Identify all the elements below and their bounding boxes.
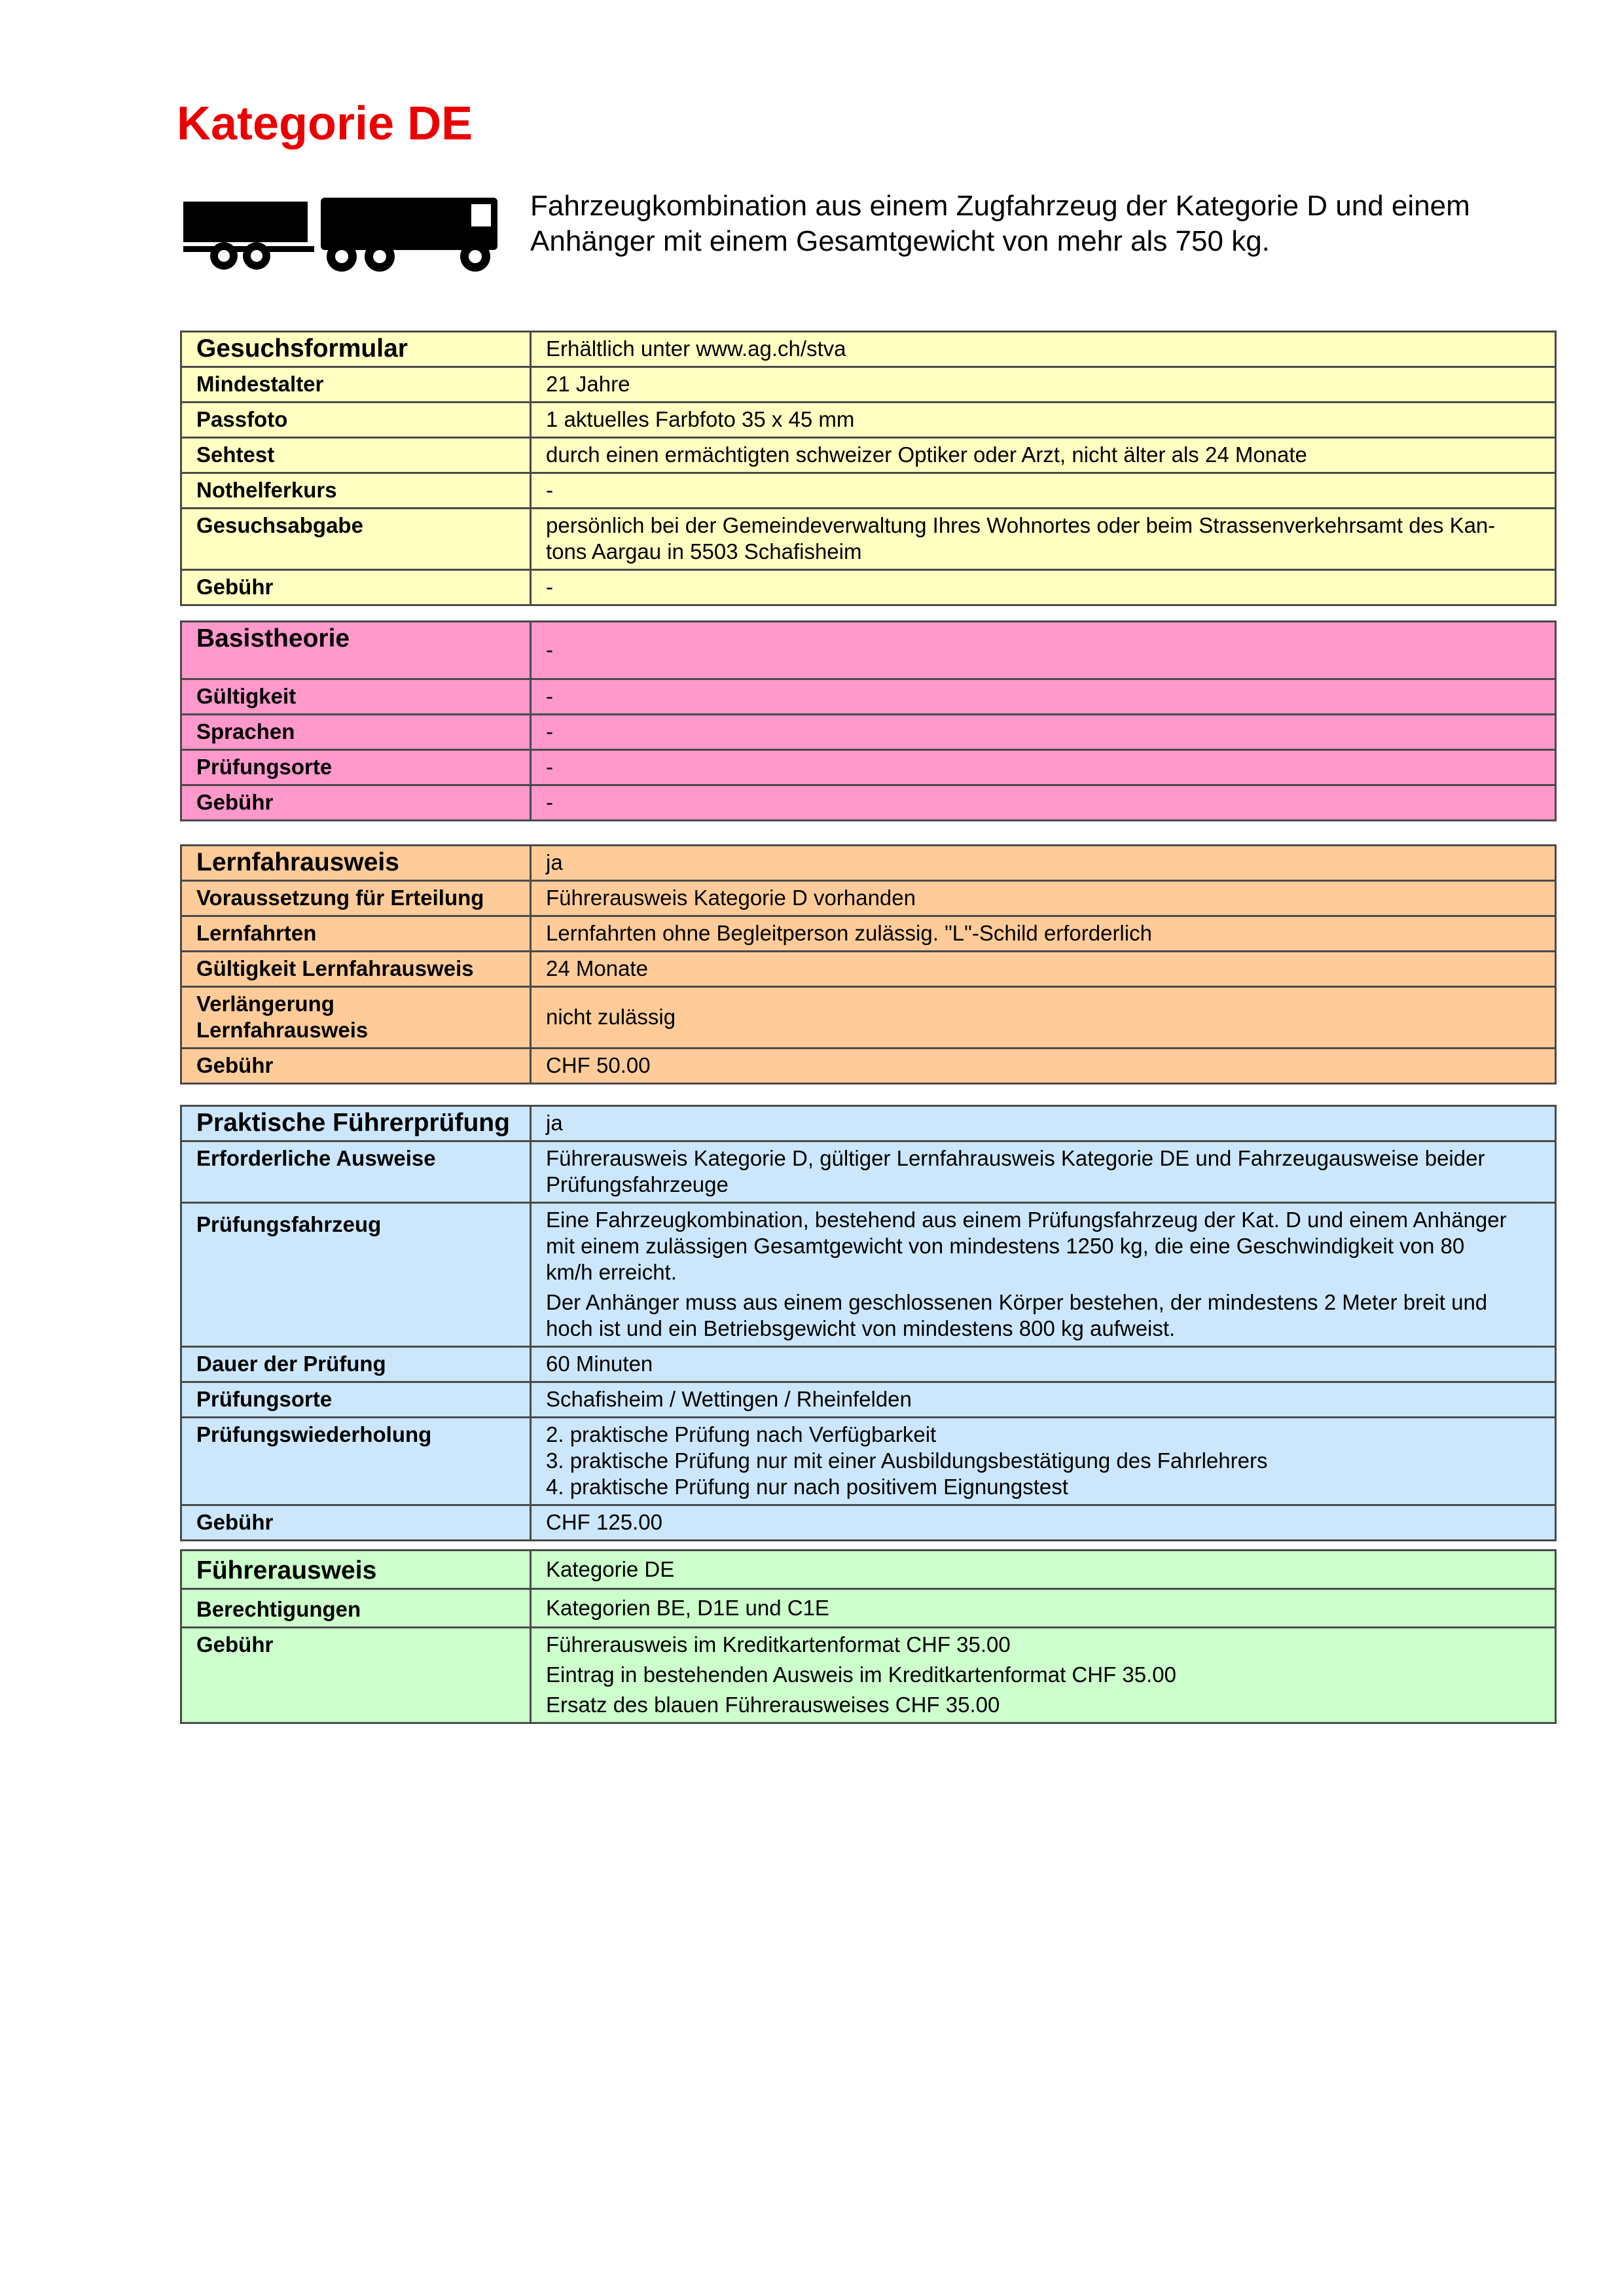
row-value: -	[531, 785, 1556, 821]
row-value: Erhältlich unter www.ag.ch/stva	[531, 332, 1556, 367]
table-row	[181, 785, 1556, 821]
row-label: Gebühr	[181, 1049, 531, 1084]
value-line: Führerausweis im Kreditkartenformat CHF 35.00	[546, 1632, 1011, 1657]
bus-with-trailer-icon	[183, 196, 504, 275]
row-value: Schafisheim / Wettingen / Rheinfelden	[531, 1382, 1556, 1418]
row-value: -	[531, 570, 1556, 605]
table-row	[181, 1628, 1556, 1723]
value-line: 2. praktische Prüfung nach Verfügbarkeit	[546, 1422, 937, 1446]
value-line: hoch ist und ein Betriebsgewicht von mindestens 800 kg aufweist.	[546, 1316, 1176, 1340]
row-value: CHF 125.00	[531, 1505, 1556, 1541]
row-label: Basistheorie	[181, 622, 531, 679]
row-value: -	[531, 679, 1556, 715]
row-value: CHF 50.00	[531, 1049, 1556, 1084]
value-line: Führerausweis Kategorie D, gültiger Lernfahrausweis Kategorie DE und Fahrzeugausweise beider	[546, 1146, 1485, 1170]
table-row	[181, 1382, 1556, 1418]
table-row	[181, 438, 1556, 473]
row-value	[531, 1418, 1556, 1505]
practical-test-table	[180, 1105, 1557, 1541]
row-label: Erforderliche Ausweise	[181, 1141, 531, 1203]
table-row	[181, 1203, 1556, 1347]
row-label: Lernfahrten	[181, 916, 531, 952]
value-line: 4. praktische Prüfung nur nach positivem Eignungstest	[546, 1475, 1068, 1499]
table-row	[181, 473, 1556, 509]
row-label: Gesuchsabgabe	[181, 509, 531, 570]
row-label: Mindestalter	[181, 367, 531, 403]
row-label: Prüfungsorte	[181, 750, 531, 785]
table-row	[181, 1589, 1556, 1628]
basic-theory-table	[180, 620, 1557, 821]
row-label: Führerausweis	[181, 1551, 531, 1589]
label-line: Verlängerung	[196, 992, 334, 1016]
value-line: Prüfungsfahrzeuge	[546, 1172, 729, 1196]
row-value: durch einen ermächtigten schweizer Optiker oder Arzt, nicht älter als 24 Monate	[531, 438, 1556, 473]
row-value: Führerausweis Kategorie D vorhanden	[531, 881, 1556, 916]
table-row	[181, 332, 1556, 367]
row-value: ja	[531, 846, 1556, 881]
table-row	[181, 1106, 1556, 1141]
row-label: Gebühr	[181, 785, 531, 821]
row-label: Voraussetzung für Erteilung	[181, 881, 531, 916]
table-row	[181, 570, 1556, 605]
value-line: persönlich bei der Gemeindeverwaltung Ihres Wohnortes oder beim Strassenverkehrsamt des Kan-	[546, 513, 1496, 537]
row-value: Lernfahrten ohne Begleitperson zulässig. "L"-Schild erforderlich	[531, 916, 1556, 952]
row-label: Lernfahrausweis	[181, 846, 531, 881]
table-row	[181, 1347, 1556, 1382]
value-line: Ersatz des blauen Führerausweises CHF 35.00	[546, 1693, 1000, 1717]
row-label: Praktische Führerprüfung	[181, 1106, 531, 1141]
row-label: Nothelferkurs	[181, 473, 531, 509]
row-label: Dauer der Prüfung	[181, 1347, 531, 1382]
table-row	[181, 403, 1556, 438]
row-value: -	[531, 473, 1556, 509]
value-line: km/h erreicht.	[546, 1260, 677, 1284]
table-row	[181, 1049, 1556, 1084]
row-value: 1 aktuelles Farbfoto 35 x 45 mm	[531, 403, 1556, 438]
row-value: ja	[531, 1106, 1556, 1141]
row-value: -	[531, 715, 1556, 750]
table-row	[181, 881, 1556, 916]
page-title: Kategorie DE	[177, 98, 473, 150]
value-line: mit einem zulässigen Gesamtgewicht von mindestens 1250 kg, die eine Geschwindigkeit von 80	[546, 1234, 1465, 1258]
row-value	[531, 1628, 1556, 1723]
table-row	[181, 916, 1556, 952]
application-table	[180, 331, 1557, 606]
table-row	[181, 509, 1556, 570]
row-value: 21 Jahre	[531, 367, 1556, 403]
label-line: Lernfahrausweis	[196, 1018, 369, 1042]
value-line: Der Anhänger muss aus einem geschlossenen Körper bestehen, der mindestens 2 Meter breit und	[546, 1290, 1488, 1314]
row-label: Prüfungsorte	[181, 1382, 531, 1418]
table-row	[181, 1418, 1556, 1505]
row-label: Gesuchsformular	[181, 332, 531, 367]
table-row	[181, 952, 1556, 987]
table-row	[181, 1505, 1556, 1541]
row-value: Kategorie DE	[531, 1551, 1556, 1589]
row-label: Gebühr	[181, 570, 531, 605]
table-row	[181, 750, 1556, 785]
row-value	[531, 509, 1556, 570]
drivers-license-table	[180, 1549, 1557, 1724]
row-value: -	[531, 622, 1556, 679]
row-label: Prüfungswiederholung	[181, 1418, 531, 1505]
row-value: nicht zulässig	[531, 987, 1556, 1049]
row-value	[531, 1141, 1556, 1203]
row-label: Gebühr	[181, 1505, 531, 1541]
value-line: tons Aargau in 5503 Schafisheim	[546, 539, 862, 564]
learner-permit-table	[180, 844, 1557, 1085]
value-line: Eine Fahrzeugkombination, bestehend aus einem Prüfungsfahrzeug der Kat. D und einem Anhänger	[546, 1208, 1507, 1232]
value-line: 3. praktische Prüfung nur mit einer Ausbildungsbestätigung des Fahrlehrers	[546, 1448, 1268, 1473]
table-row	[181, 715, 1556, 750]
row-label: Berechtigungen	[181, 1589, 531, 1628]
row-label: Sehtest	[181, 438, 531, 473]
table-row	[181, 987, 1556, 1049]
row-label	[181, 987, 531, 1049]
row-label: Passfoto	[181, 403, 531, 438]
row-value: -	[531, 750, 1556, 785]
row-label: Gültigkeit Lernfahrausweis	[181, 952, 531, 987]
row-label: Gebühr	[181, 1628, 531, 1723]
table-row	[181, 679, 1556, 715]
row-value	[531, 1203, 1556, 1347]
category-description: Fahrzeugkombination aus einem Zugfahrzeug der Kategorie D und einem Anhänger mit einem Gesamtgewicht von mehr als 750 kg.	[530, 190, 1470, 257]
row-value: 60 Minuten	[531, 1347, 1556, 1382]
table-row	[181, 1551, 1556, 1589]
row-value: 24 Monate	[531, 952, 1556, 987]
row-label: Gültigkeit	[181, 679, 531, 715]
row-label: Sprachen	[181, 715, 531, 750]
row-value: Kategorien BE, D1E und C1E	[531, 1589, 1556, 1628]
table-row	[181, 622, 1556, 679]
value-line: Eintrag in bestehenden Ausweis im Kreditkartenformat CHF 35.00	[546, 1662, 1176, 1687]
table-row	[181, 367, 1556, 403]
row-label: Prüfungsfahrzeug	[181, 1203, 531, 1347]
table-row	[181, 1141, 1556, 1203]
table-row	[181, 846, 1556, 881]
